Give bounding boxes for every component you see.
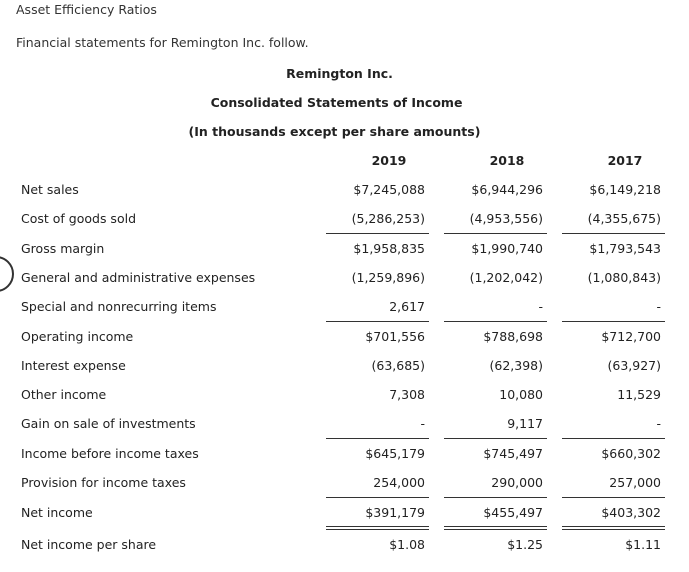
subtotal-rule: [562, 233, 665, 234]
cell-value: $712,700: [601, 329, 661, 344]
row-label: Net income per share: [21, 537, 157, 552]
table-row: [0, 270, 689, 292]
row-label: General and administrative expenses: [21, 270, 256, 285]
row-label: Provision for income taxes: [21, 475, 186, 490]
subtotal-rule: [562, 497, 665, 498]
column-header-year: 2019: [371, 153, 407, 168]
table-row: [0, 299, 689, 321]
table-row: [0, 537, 689, 559]
cell-value: (4,953,556): [469, 211, 543, 226]
cell-value: 10,080: [499, 387, 543, 402]
cell-value: $6,944,296: [471, 182, 543, 197]
subtotal-rule: [444, 321, 547, 322]
table-row: [0, 182, 689, 204]
cell-value: $660,302: [601, 446, 661, 461]
intro-text: Financial statements for Remington Inc. follow.: [16, 35, 309, 50]
column-header-year: 2018: [489, 153, 525, 168]
cell-value: $701,556: [365, 329, 425, 344]
cell-value: (5,286,253): [351, 211, 425, 226]
cell-value: -: [538, 299, 543, 314]
cell-value: $6,149,218: [589, 182, 661, 197]
subtotal-rule: [444, 233, 547, 234]
row-label: Net income: [21, 505, 93, 520]
cell-value: (63,927): [607, 358, 661, 373]
cell-value: $391,179: [365, 505, 425, 520]
table-row: [0, 446, 689, 468]
cell-value: (1,202,042): [469, 270, 543, 285]
cell-value: 290,000: [491, 475, 543, 490]
cell-value: 2,617: [389, 299, 425, 314]
cell-value: 11,529: [617, 387, 661, 402]
table-row: [0, 505, 689, 527]
row-label: Cost of goods sold: [21, 211, 137, 226]
company-name: Remington Inc.: [286, 66, 393, 81]
row-label: Income before income taxes: [21, 446, 199, 461]
table-row: [0, 211, 689, 233]
statement-units: (In thousands except per share amounts): [188, 124, 481, 139]
cell-value: $403,302: [601, 505, 661, 520]
table-row: [0, 387, 689, 409]
cell-value: 7,308: [389, 387, 425, 402]
subtotal-rule: [562, 321, 665, 322]
cell-value: $1.25: [507, 537, 543, 552]
table-row: [0, 358, 689, 380]
row-label: Other income: [21, 387, 107, 402]
subtotal-rule: [326, 497, 429, 498]
cell-value: -: [656, 416, 661, 431]
subtotal-rule: [562, 438, 665, 439]
row-label: Gross margin: [21, 241, 105, 256]
cell-value: -: [656, 299, 661, 314]
statement-title: Consolidated Statements of Income: [210, 95, 463, 110]
subtotal-rule: [444, 438, 547, 439]
table-row: [0, 475, 689, 497]
row-label: Interest expense: [21, 358, 126, 373]
total-double-rule: [444, 526, 547, 530]
cell-value: -: [420, 416, 425, 431]
page-title: Asset Efficiency Ratios: [16, 2, 157, 17]
cell-value: (63,685): [371, 358, 425, 373]
cell-value: $1,990,740: [471, 241, 543, 256]
cell-value: (1,080,843): [587, 270, 661, 285]
subtotal-rule: [326, 233, 429, 234]
total-double-rule: [562, 526, 665, 530]
table-row: [0, 241, 689, 263]
cell-value: 257,000: [609, 475, 661, 490]
cell-value: $455,497: [483, 505, 543, 520]
cell-value: $788,698: [483, 329, 543, 344]
column-header-year: 2017: [607, 153, 643, 168]
row-label: Operating income: [21, 329, 134, 344]
cell-value: (1,259,896): [351, 270, 425, 285]
cell-value: $1,958,835: [353, 241, 425, 256]
subtotal-rule: [444, 497, 547, 498]
cell-value: (62,398): [489, 358, 543, 373]
row-label: Special and nonrecurring items: [21, 299, 217, 314]
cell-value: 254,000: [373, 475, 425, 490]
cell-value: 9,117: [507, 416, 543, 431]
subtotal-rule: [326, 438, 429, 439]
subtotal-rule: [326, 321, 429, 322]
table-row: [0, 416, 689, 438]
cell-value: (4,355,675): [587, 211, 661, 226]
row-label: Gain on sale of investments: [21, 416, 196, 431]
cell-value: $745,497: [483, 446, 543, 461]
row-label: Net sales: [21, 182, 79, 197]
cell-value: $7,245,088: [353, 182, 425, 197]
total-double-rule: [326, 526, 429, 530]
cell-value: $645,179: [365, 446, 425, 461]
table-row: [0, 329, 689, 351]
cell-value: $1.11: [625, 537, 661, 552]
cell-value: $1.08: [389, 537, 425, 552]
cell-value: $1,793,543: [589, 241, 661, 256]
